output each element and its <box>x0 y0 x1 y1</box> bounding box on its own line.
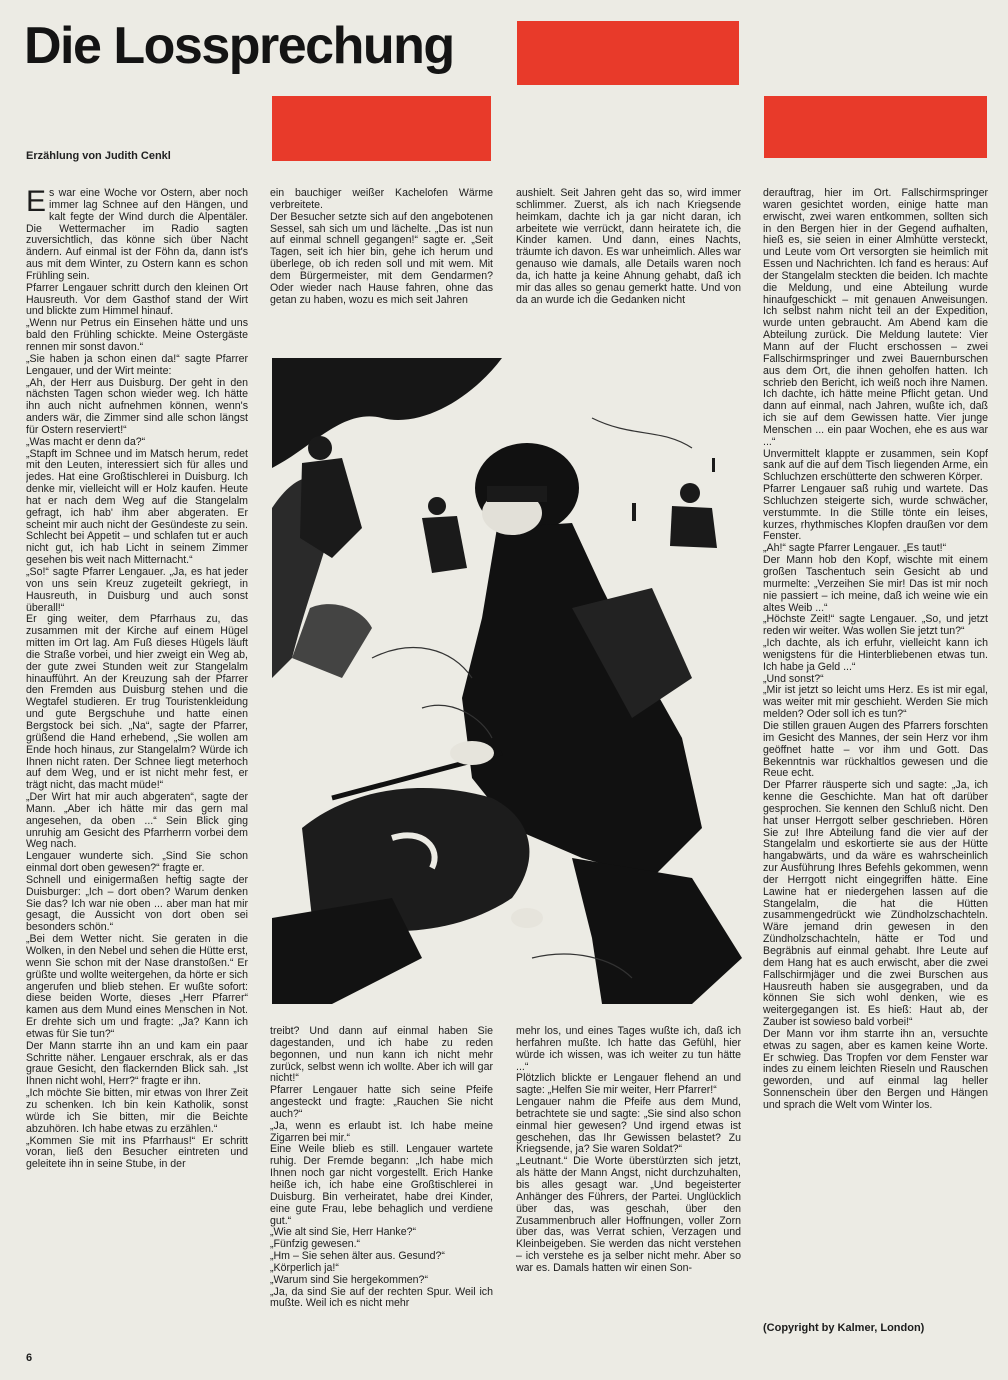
paragraph: Der Mann hob den Kopf, wischte mit einem großen Taschentuch sein Gesicht ab und murmelte: „Verzeihen Sie mir! Das ist mir noch nie passiert – ich meine, daß ich weine wie ein altes Weib ...“ <box>763 554 988 614</box>
paragraph: Es war eine Woche vor Ostern, aber noch immer lag Schnee auf den Hängen, und kalt fegte der Wind durch die Alpentäler. Die Wettermacher im Radio sagten zuversichtlich, das könne sich über Nacht ändern. Auf einmal ist der Föhn da, dann ist's aus mit dem Winter, zu Ostern kann es schon Frühling sein. <box>26 188 248 282</box>
text-column-2-bottom <box>270 1026 493 1336</box>
copyright-notice: (Copyright by Kalmer, London) <box>763 1322 925 1334</box>
paragraph: „Warum sind Sie hergekommen?“ <box>270 1273 428 1286</box>
paragraph: „Sie haben ja schon einen da!“ sagte Pfarrer Lengauer, und der Wirt meinte: <box>26 352 248 377</box>
paragraph: derauftrag, hier im Ort. Fallschirmspringer waren gesichtet worden, einige hatte man erwischt, zwei waren entkommen, sollten sich in den Bergen hier in der Gegend aufhalten, hieß es, sie seien in einer Almhütte versteckt, und Leute vom Ort versorgten sie heimlich mit Essen und Nachrichten. Ich fand es heraus: Auf der Stangelalm steckten die beiden. Ich machte die Meldung, und eine Abteilung wurde hinaufgeschickt – mit genauen Anweisungen. Ich selbst nahm nicht teil an der Expedition, wurde unten gebraucht. Am Abend kam die Abteilung zurück. Die Meldung lautete: Vier Mann auf der Flucht erschossen – zwei Fallschirmspringer und zwei Bauernburschen aus dem Ort, die ihnen geholfen hatten. Ich schrieb den Bericht, ich weiß noch ihre Namen. Ich dachte, ich hätte meine Pflicht getan. Und dann auf einmal, nach Jahren, wußte ich, daß ich sie auf dem Gewissen hatte. Vier junge Menschen ... ein paar Wochen, ehe es aus war ...“ <box>763 188 988 448</box>
text-column-4 <box>763 188 988 1298</box>
paragraph: „Stapft im Schnee und im Matsch herum, redet mit den Leuten, interessiert sich für alles und jedes. Hat eine Großtischlerei in Duisburg. Ich denke mir, vielleicht will er Holz kaufen. Heute hat er nach dem Weg auf die Stangelalm gefragt, ich hab' ihm aber abgeraten. Er scheint mir auch nicht der Gesündeste zu sein. Schlecht bei Appetit – und schlafen tut er auch nicht gut, ich hab Licht in seinem Zimmer gesehen bis weit nach Mitternacht.“ <box>26 447 248 567</box>
paragraph: „Ah!“ sagte Pfarrer Lengauer. „Es taut!“ <box>763 542 947 555</box>
ink-drawing-soldier-priest-icon <box>272 358 746 1004</box>
paragraph: Er ging weiter, dem Pfarrhaus zu, das zusammen mit der Kirche auf einem Hügel mitten im Ort lag. Am Fuß dieses Hügels läuft die Straße vorbei, und hier zweigt ein Weg ab, der gute zwei Stunden weit zur Stangelalm hinaufführt. An der Kreuzung sah der Pfarrer den Fremden aus Duisburg stehen und die Wegtafel studieren. Er trug Touristenkleidung und gute Bergschuhe und hatte einen Bergstock bei sich. „Na“, sagte der Pfarrer, grüßend die Hand erhebend, „Sie wollen am Ende hoch hinaus, zur Stangelalm? Würde ich Ihnen nicht raten. Der Schnee liegt meterhoch auf dem Weg, und er ist nicht mehr fest, er trägt nicht, das macht müde!“ <box>26 613 248 792</box>
paragraph: „Hm – Sie sehen älter aus. Gesund?“ <box>270 1250 445 1263</box>
paragraph: Der Pfarrer räusperte sich und sagte: „Ja, ich kenne die Geschichte. Man hat oft darüber gesprochen. Sie kennen den Schluß nicht. Den hat unser Herrgott selber geschrieben. Hören Sie zu! Ihre Abteilung fand die vier auf der Stangelalm und eskortierte sie aus der Hütte hangabwärts, und da wäre es wahrscheinlich zur Ausführung Ihres Befehls gekommen, wenn der Herrgott nicht eingegriffen hätte. Eine Lawine hat er niedergehen lassen auf die Stangelalm, die hat die Hütten zusammengedrückt wie Zündholzschachteln. Wäre jemand drin gewesen in den Zündholzschachteln, hätte er Tod und Begräbnis auf einmal gehabt. Ihre Leute auf dem Hang hat es auch erwischt, aber die zwei Fallschirmjäger und die zwei Burschen aus Hausreuth haben sie ausgegraben, und da können Sie sich wohl denken, wie es weitergegangen ist. Es hieß: Haut ab, der Zauber ist sowieso bald vorbei!“ <box>763 779 988 1029</box>
paragraph: Lengauer wunderte sich. „Sind Sie schon einmal dort oben gewesen?“ fragte er. <box>26 850 248 875</box>
paragraph: „Ah, der Herr aus Duisburg. Der geht in den nächsten Tagen schon wieder weg. Ich hätte ihn auch nicht aufnehmen können, wenn's anders wär, die Zimmer sind alle schon längst für Ostern reserviert!“ <box>26 376 248 436</box>
text-column-3-bottom <box>516 1026 741 1336</box>
paragraph: Pfarrer Lengauer saß ruhig und wartete. Das Schluchzen steigerte sich, wurde schwächer, verstummte. In die Stille tönte ein leises, kurzes, rhythmisches Klopfen draußen vor dem Fenster. <box>763 483 988 543</box>
paragraph: Eine Weile blieb es still. Lengauer wartete ruhig. Der Fremde begann: „Ich habe mich Ihnen noch gar nicht vorgestellt. Erich Hanke heiße ich, ich habe eine Großtischlerei in Duisburg. Bin verheiratet, habe drei Kinder, eine gute Frau, lebe behaglich und verdiene gut.“ <box>270 1143 493 1227</box>
paragraph: Der Mann starrte ihn an und kam ein paar Schritte näher. Lengauer erschrak, als er das graue Gesicht, den flackernden Blick sah. „Ist Ihnen nicht wohl, Herr?“ fragte er ihn. <box>26 1039 248 1088</box>
paragraph: Pfarrer Lengauer schritt durch den kleinen Ort Hausreuth. Vor dem Gasthof stand der Wirt und blickte zum Himmel hinauf. <box>26 281 248 318</box>
paragraph: Pfarrer Lengauer hatte sich seine Pfeife angesteckt und fragte: „Rauchen Sie nicht auch?“ <box>270 1084 493 1120</box>
paragraph: „Der Wirt hat mir auch abgeraten“, sagte der Mann. „Aber ich hätte mir das gern mal angesehen, da oben ...“ Sein Blick ging unruhig am Gesicht des Pfarrherrn vorbei dem Weg nach. <box>26 791 248 851</box>
drop-cap: E <box>26 188 47 218</box>
red-block-left <box>272 96 491 161</box>
story-title: Die Lossprechung <box>24 17 454 75</box>
paragraph: „Körperlich ja!“ <box>270 1261 339 1274</box>
paragraph: „Und sonst?“ <box>763 672 824 685</box>
paragraph: aushielt. Seit Jahren geht das so, wird immer schlimmer. Zuerst, als ich nach Kriegsende heimkam, dachte ich ja gar nicht daran, ich arbeitete wie verrückt, dann heiratete ich, die Kinder kamen. Und dann, eines Nachts, träumte ich davon. Es war unheimlich. Alles war genauso wie damals, alle Details waren noch da, ich hatte ja keine Ahnung gehabt, daß ich mir das alles so genau gemerkt hatte. Und von da an wurde ich die Gedanken nicht <box>516 188 741 306</box>
paragraph: „Was macht er denn da?“ <box>26 435 146 448</box>
paragraph: „Kommen Sie mit ins Pfarrhaus!“ Er schritt voran, ließ den Besucher eintreten und geleitete ihn in seine Stube, in der <box>26 1134 248 1171</box>
text-column-2-top <box>270 188 493 338</box>
paragraph: Lengauer nahm die Pfeife aus dem Mund, betrachtete sie und sagte: „Sie sind also schon einmal hier gewesen? Und irgend etwas ist geschehen, das Ihr Gewissen belastet? Zu Kriegsende, ja? Sie waren Soldat?“ <box>516 1096 741 1156</box>
paragraph: Schnell und einigermaßen heftig sagte der Duisburger: „Ich – dort oben? Warum denken Sie das? Ich war nie oben ... aber man hat mir gesagt, die Aussicht von dort oben sei besonders schön.“ <box>26 873 248 934</box>
paragraph: ein bauchiger weißer Kachelofen Wärme verbreitete. <box>270 188 493 211</box>
paragraph: „Mir ist jetzt so leicht ums Herz. Es ist mir egal, was weiter mit mir geschieht. Werden Sie mich melden? Oder soll ich es tun?“ <box>763 684 988 721</box>
paragraph: „Wenn nur Petrus ein Einsehen hätte und uns bald den Frühling schickte. Meine Ostergäste rennen mir sonst davon.“ <box>26 317 248 353</box>
paragraph: „Ich möchte Sie bitten, mir etwas von Ihrer Zeit zu schenken. Ich bin kein Katholik, sonst würde ich Sie bitten, mir die Beichte abzuhören. Ich habe etwas zu erzählen.“ <box>26 1087 248 1135</box>
paragraph: mehr los, und eines Tages wußte ich, daß ich herfahren mußte. Ich hatte das Gefühl, hier würde ich wissen, was ich weiter zu tun hätte ...“ <box>516 1026 741 1073</box>
paragraph: „Wie alt sind Sie, Herr Hanke?“ <box>270 1226 417 1239</box>
paragraph: treibt? Und dann auf einmal haben Sie dagestanden, und ich habe zu reden begonnen, und nun kann ich nicht mehr zurück, selbst wenn ich wollte. Aber ich will gar nicht!“ <box>270 1026 493 1085</box>
paragraph: „Höchste Zeit!“ sagte Lengauer. „So, und jetzt reden wir weiter. Was wollen Sie jetzt tun?“ <box>763 613 988 638</box>
paragraph: „Leutnant.“ Die Worte überstürzten sich jetzt, als hätte der Mann Angst, nicht durchzuhalten, bis alles gesagt war. „Und begeisterter Anhänger des Führers, der Partei. Unglücklich über das, was geschah, über den Zusammenbruch aller Hoffnungen, voller Zorn über das, was Verrat schien, Verzagen und Kleinbeigeben. Sie werden das nicht verstehen – ich verstehe es ja selber nicht mehr. Aber so war es. Damals hatten wir einen Son- <box>516 1155 741 1274</box>
red-block-top <box>517 21 739 85</box>
red-block-right <box>764 96 987 158</box>
paragraph: „So!“ sagte Pfarrer Lengauer. „Ja, es hat jeder von uns sein Kreuz zugeteilt gekriegt, in Hausreuth, in Duisburg und auch sonst überall!“ <box>26 566 248 614</box>
page-number: 6 <box>26 1352 33 1364</box>
paragraph: Unvermittelt klappte er zusammen, sein Kopf sank auf die auf dem Tisch liegenden Arme, ein Schluchzen erschütterte den schweren Körper. <box>763 447 988 484</box>
text-column-3-top <box>516 188 741 338</box>
paragraph: Der Besucher setzte sich auf den angebotenen Sessel, sah sich um und lächelte. „Das ist nun auf einmal schnell gegangen!“ sagte er. „Seit Tagen, seit ich hier bin, gehe ich herum und überlege, ob ich reden soll und mit wem. Mit dem Bürgermeister, mit dem Gendarmen? Oder wieder nach Hause fahren, ohne das getan zu haben, wozu es mich seit Jahren <box>270 210 493 306</box>
byline: Erzählung von Judith Cenkl <box>26 150 171 162</box>
paragraph: „Ja, da sind Sie auf der rechten Spur. Weil ich mußte. Weil ich es nicht mehr <box>270 1285 493 1310</box>
paragraph: Der Mann vor ihm starrte ihn an, versuchte etwas zu sagen, aber es kamen keine Worte. Er schwieg. Das Tropfen vor dem Fenster war indes zu einem leichten Rieseln und Rauschen geworden, und auf einmal lag heller Sonnenschein über den Bergen und Hängen und sprach die Welt vom Winter los. <box>763 1027 988 1111</box>
paragraph: „Ja, wenn es erlaubt ist. Ich habe meine Zigarren bei mir.“ <box>270 1119 493 1144</box>
paragraph: „Fünfzig gewesen.“ <box>270 1238 361 1251</box>
paragraph: „Bei dem Wetter nicht. Sie geraten in die Wolken, in den Nebel und sehen die Hütte erst, wenn Sie schon mit der Nase dranstoßen.“ Er grüßte und wollte weitergehen, da hörte er sich angerufen und blieb stehen. Er wußte sofort: diese beiden Worte, dieses „Herr Pfarrer“ kamen aus dem Mund eines Menschen in Not. Er drehte sich um und fragte: „Ja? Kann ich etwas für Sie tun?“ <box>26 933 248 1040</box>
paragraph: „Ich dachte, als ich erfuhr, vielleicht kann ich wenigstens für die Hinterbliebenen etwas tun. Ich habe ja Geld ...“ <box>763 637 988 673</box>
paragraph: Plötzlich blickte er Lengauer flehend an und sagte: „Helfen Sie mir weiter, Herr Pfarrer!“ <box>516 1072 741 1097</box>
text-column-1 <box>26 188 248 1340</box>
paragraph: Die stillen grauen Augen des Pfarrers forschten im Gesicht des Mannes, der sein Herz vor ihm geöffnet hatte – vor ihm und Gott. Das Bekenntnis war rückhaltlos gewesen und die Reue echt. <box>763 719 988 780</box>
